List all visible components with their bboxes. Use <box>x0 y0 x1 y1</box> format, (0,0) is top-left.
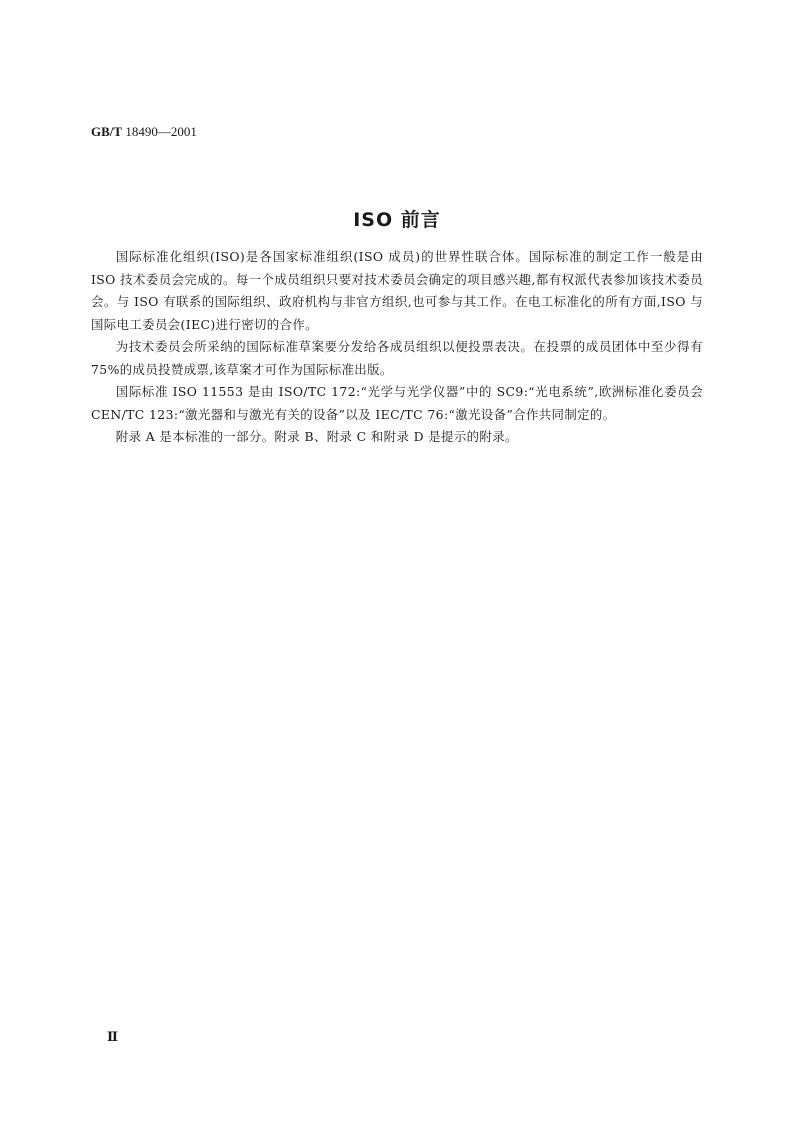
paragraph-iso-organization: 国际标准化组织(ISO)是各国家标准组织(ISO 成员)的世界性联合体。国际标准的制定工作一般是由 ISO 技术委员会完成的。每一个成员组织只要对技术委员会确定的项目感兴趣,都有权派代表参加该技术委员会。与 ISO 有联系的国际组织、政府机构与非官方组织,也可参与其工作。在电工标准化的所有方面,ISO 与国际电工委员会(IEC)进行密切的合作。 <box>91 249 703 332</box>
paragraph-voting: 为技术委员会所采纳的国际标准草案要分发给各成员组织以便投票表决。在投票的成员团体中至少得有 75%的成员投赞成票,该草案才可作为国际标准出版。 <box>91 339 703 377</box>
paragraph-iso-11553: 国际标准 ISO 11553 是由 ISO/TC 172:“光学与光学仪器”中的 SC9:“光电系统”,欧洲标准化委员会 CEN/TC 123:“激光器和与激光有关的设备”以及 IEC/TC 76:“激光设备”合作共同制定的。 <box>91 384 703 422</box>
page-number: Ⅱ <box>107 1029 118 1044</box>
foreword-body <box>91 246 703 449</box>
page-title: ISO 前言 <box>353 209 441 231</box>
paragraph-annexes: 附录 A 是本标准的一部分。附录 B、附录 C 和附录 D 是提示的附录。 <box>115 429 518 444</box>
document-code-prefix: GB/T <box>91 124 123 139</box>
document-code-number: 18490—2001 <box>125 124 197 139</box>
document-code <box>91 124 197 140</box>
